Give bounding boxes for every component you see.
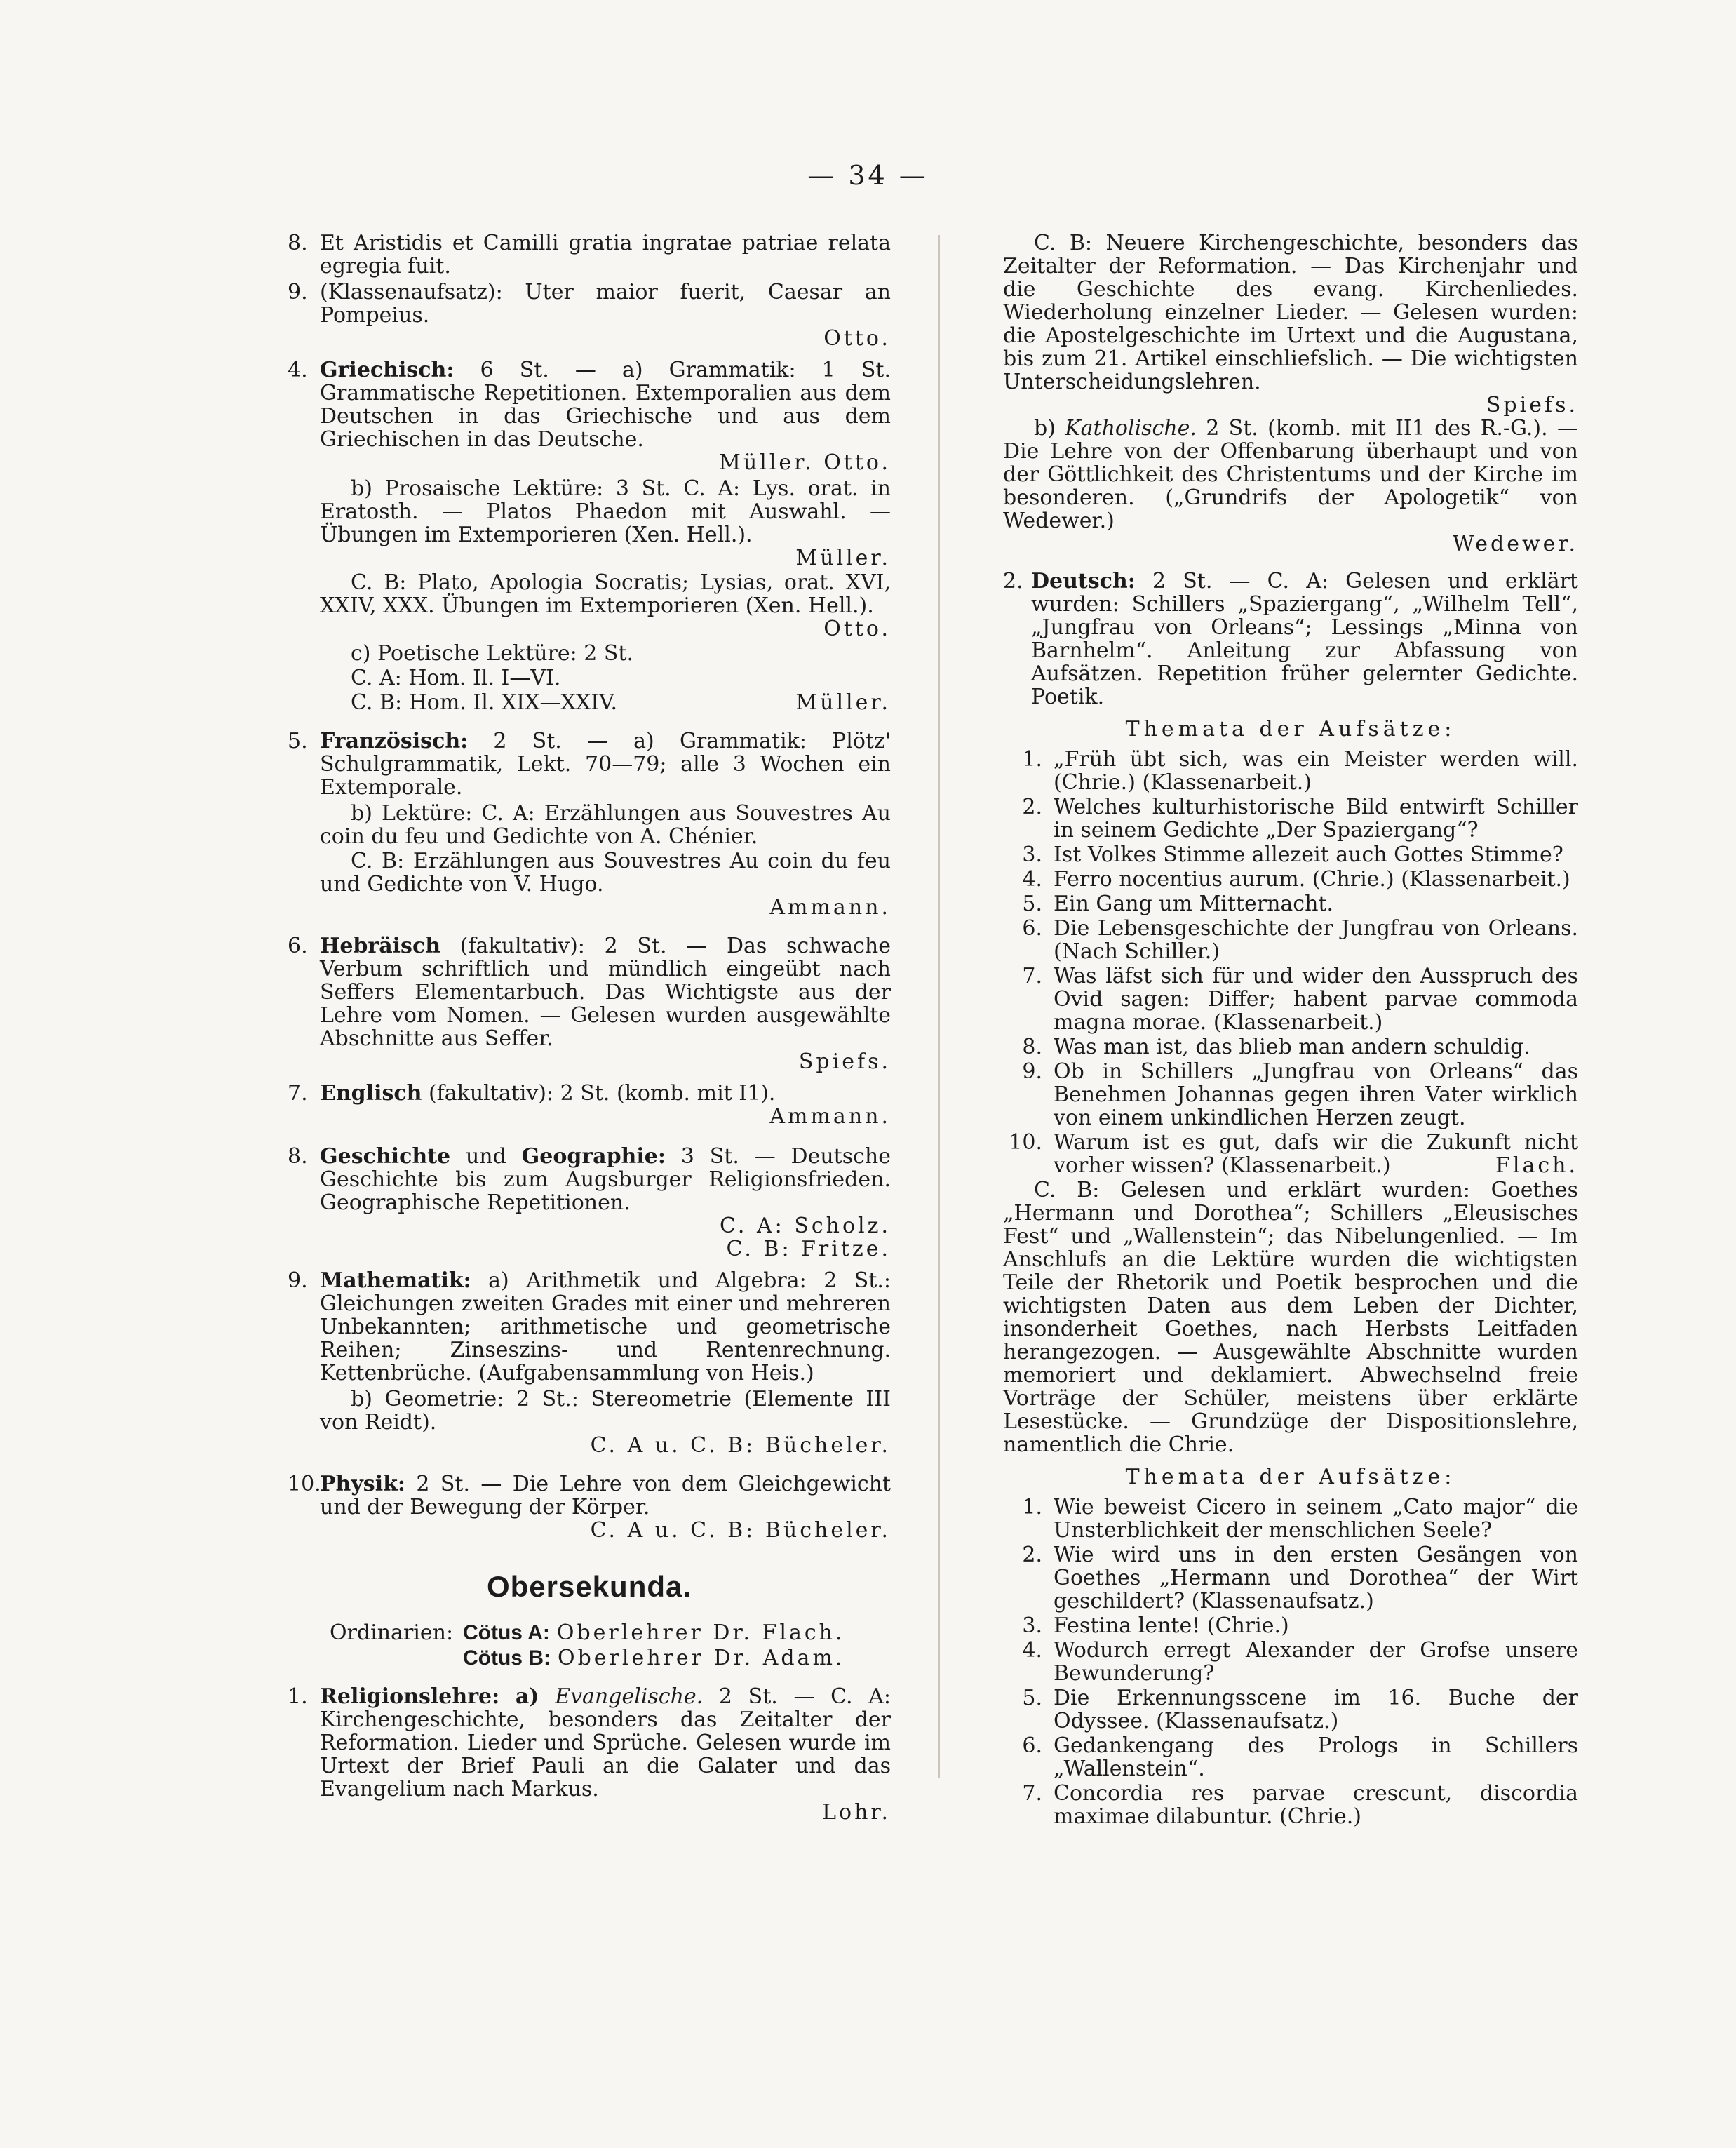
teacher-name: C. A u. C. B: Bücheler. [590,1518,891,1543]
subject-griechisch-b: b) Prosaische Lektüre: 3 St. C. A: Lys. orat. in Eratosth. — Platos Phaedon mit Auswahl. — Übungen im Extemporieren (Xen. Hell.). Müller. [320,476,891,570]
list-item: 9. (Klassenaufsatz): Uter maior fuerit, Caesar an Pompeius. Otto. [288,280,891,351]
subject-title: Physik: [320,1472,405,1496]
teacher-name: Otto. [823,617,891,641]
thema-item: 1. Wie beweist Cicero in seinem „Cato major“ die Unsterblichkeit der menschlichen Seele? [1022,1495,1578,1543]
thema-item: 1. „Früh übt sich, was ein Meister werden will. (Chrie.) (Klassenarbeit.) [1022,747,1578,795]
subject-text: 2 St. — C. A: Kirchengeschichte, besonders das Zeitalter der Reformation. Lieder und Sprüche. Gelesen wurde im Urtext der Brief Pauli an die Galater und das Evangelium nach Markus. [320,1684,891,1801]
subject-franzoesisch-b: b) Lektüre: C. A: Erzählungen aus Souvestres Au coin du feu und Gedichte von A. Chénier. [320,801,891,849]
thema-item: 4. Wodurch erregt Alexander der Grofse unsere Bewunderung? [1022,1638,1578,1686]
teacher-name: Müller. [795,690,891,715]
thema-item: 6. Die Lebensgeschichte der Jungfrau von Orleans. (Nach Schiller.) [1022,916,1578,964]
subject-title: Geschichte [320,1144,451,1169]
thema-item: 10. Warum ist es gut, dafs wir die Zukunft nicht vorher wissen? (Klassenarbeit.) Flach. [1009,1130,1578,1178]
teacher-name: Spiefs. [798,1049,891,1074]
subject-deutsch: 2. Deutsch: 2 St. — C. A: Gelesen und erklärt wurden: Schillers „Spaziergang“, „Wilhelm Tell“, „Jungfrau von Orleans“; Lessings „Minna von Barnhelm“. Anleitung zur Abfassung von Aufsätzen. Repetition früher gelernter Gedichte. Poetik. [1003,569,1578,709]
teacher-name: Lohr. [822,1800,891,1825]
religion-cb: C. B: Neuere Kirchengeschichte, besonders das Zeitalter der Reformation. — Das Kirchenjahr und die Geschichte des evang. Kirchenliedes. Wiederholung einzelner Lieder. — Gelesen wurden: die Apostelgeschichte im Urtext und die Augustana, bis zum 21. Artikel einschliefslich. — Die wichtigsten Unterscheidungslehren. Spiefs. [1003,231,1578,417]
teacher-name: Spiefs. [1486,393,1578,417]
subject-griechisch-cb2: C. B: Hom. Il. XIX—XXIV. Müller. [351,690,891,715]
ordinarien-label: Ordinarien: [330,1620,454,1645]
themata-heading: Themata der Aufsätze: [1125,717,1456,741]
list-item: 8. Et Aristidis et Camilli gratia ingratae patriae relata egregia fuit. [288,231,891,278]
right-column [1003,231,1578,1830]
subject-title: Religionslehre: [320,1684,500,1709]
subject-text: (fakultativ): 2 St. (komb. mit I1). [428,1081,776,1106]
teacher-name: Müller. [795,546,891,570]
subject-franzoesisch: 5. Französisch: 2 St. — a) Grammatik: Plötz' Schulgrammatik, Lekt. 70—79; alle 3 Wochen ein Extemporale. [288,729,891,800]
left-column [288,231,891,1827]
thema-item: 4. Ferro nocentius aurum. (Chrie.) (Klassenarbeit.) [1022,867,1570,892]
subject-title: Französisch: [320,729,469,753]
subject-title: Griechisch: [320,358,455,382]
subject-text: (fakultativ): 2 St. — Das schwache Verbum schriftlich und mündlich eingeübt nach Seffers Elementarbuch. Das Wichtigste aus der Lehre vom Nomen. — Gelesen wurden ausgewählte Abschnitte aus Seffer. [320,934,891,1051]
item-text: (Klassenaufsatz): Uter maior fuerit, Caesar an Pompeius. [320,280,891,328]
teacher-name: C. B: Fritze. [726,1237,891,1261]
subject-religion: 1. Religionslehre: a) Evangelische. 2 St. — C. A: Kirchengeschichte, besonders das Zeitalter der Reformation. Lieder und Sprüche. Gelesen wurde im Urtext der Brief Pauli an die Galater und das Evangelium nach Markus. Lohr. [288,1684,891,1825]
subject-hebraeisch: 6. Hebräisch (fakultativ): 2 St. — Das schwache Verbum schriftlich und mündlich eingeübt nach Seffers Elementarbuch. Das Wichtigste aus der Lehre vom Nomen. — Gelesen wurden ausgewählte Abschnitte aus Seffer. Spiefs. [288,934,891,1074]
subject-text: 6 St. — a) Grammatik: 1 St. Grammatische Repetitionen. Extemporalien aus dem Deutschen in das Griechische und aus dem Griechischen in das Deutsche. [320,358,891,452]
subject-physik: 10. Physik: 2 St. — Die Lehre von dem Gleichgewicht und der Bewegung der Körper. C. A u. C. B: Bücheler. [288,1472,891,1543]
teacher-name: Flach. [1495,1153,1578,1178]
teacher-name: Otto. [823,326,891,351]
subject-title: Englisch [320,1081,422,1106]
subject-text: 2 St. — a) Grammatik: Plötz' Schulgrammatik, Lekt. 70—79; alle 3 Wochen ein Extemporale. [320,729,891,800]
subject-griechisch: 4. Griechisch: 6 St. — a) Grammatik: 1 St. Grammatische Repetitionen. Extemporalien aus dem Deutschen in das Griechische und aus dem Griechischen in das Deutsche. Müller. Otto. [288,358,891,475]
section-title: Obersekunda. [486,1570,692,1603]
thema-item: 7. Concordia res parvae crescunt, discordia maximae dilabuntur. (Chrie.) [1022,1781,1578,1829]
subject-griechisch-ca: C. A: Hom. Il. I—VI. [351,666,561,690]
subject-englisch: 7. Englisch (fakultativ): 2 St. (komb. mit I1). Ammann. [288,1081,891,1129]
thema-item: 3. Ist Volkes Stimme allezeit auch Gottes Stimme? [1022,843,1563,867]
themata-list-b [1003,1496,1578,1828]
subject-title: Hebräisch [320,934,441,958]
themata-heading: Themata der Aufsätze: [1125,1465,1456,1489]
thema-item: 5. Die Erkennungsscene im 16. Buche der Odyssee. (Klassenaufsatz.) [1022,1686,1578,1733]
teacher-name: Ammann. [769,1104,891,1129]
thema-item: 2. Welches kulturhistorische Bild entwirft Schiller in seinem Gedichte „Der Spaziergang“? [1022,795,1578,843]
subject-text: 3 St. — Deutsche Geschichte bis zum Augsburger Religionsfrieden. Geographische Repetitionen. [320,1144,891,1215]
teacher-name: C. A: Scholz. [720,1214,891,1238]
subject-griechisch-cb: C. B: Plato, Apologia Socratis; Lysias, orat. XVI, XXIV, XXX. Übungen im Extemporieren (Xen. Hell.). Otto. [320,570,891,641]
subject-mathematik: 9. Mathematik: a) Arithmetik und Algebra: 2 St.: Gleichungen zweiten Grades mit einer und mehreren Unbekannten; arithmetische und geometrische Reihen; Zinseszins- und Rentenrechnung. Kettenbrüche. (Aufgabensammlung von Heis.) [288,1268,891,1385]
deutsch-cb: C. B: Gelesen und erklärt wurden: Goethes „Hermann und Dorothea“; Schillers „Eleusisches Fest“ und „Wallenstein“; das Nibelungenlied. — Im Anschlufs an die Lektüre wurden die wichtigsten Teile der Rhetorik und Poetik besprochen und die wichtigsten Daten aus dem Leben der Dichter, insonderheit Goethes, nach Herbsts Leitfaden herangezogen. — Ausgewählte Abschnitte wurden memoriert und deklamiert. Abwechselnd freie Vorträge der Schüler, meistens über erklärte Lesestücke. — Grundzüge der Dispositionslehre, namentlich die Chrie. [1003,1178,1578,1457]
subject-title: Geographie: [521,1144,666,1169]
thema-item: 9. Ob in Schillers „Jungfrau von Orleans“ das Benehmen Johannas gegen ihren Vater wirklich von einem unkindlichen Herzen zeugt. [1022,1059,1578,1130]
teacher-name: Müller. Otto. [719,450,891,475]
page-number: — 34 — [807,160,929,191]
subject-geschichte: 8. Geschichte und Geographie: 3 St. — Deutsche Geschichte bis zum Augsburger Religionsfrieden. Geographische Repetitionen. C. A: Scholz. C. B: Fritze. [288,1144,891,1261]
item-text: Et Aristidis et Camilli gratia ingratae patriae relata egregia fuit. [320,231,891,278]
religion-katholisch: b) Katholische. 2 St. (komb. mit II1 des R.-G.). — Die Lehre von der Offenbarung überhaupt und von der Göttlichkeit des Christentums und der Kirche im besonderen. („Grundrifs der Apologetik“ von Wedewer.) Wedewer. [1003,416,1578,556]
teacher-name: Ammann. [769,895,891,920]
subject-mathematik-b: b) Geometrie: 2 St.: Stereometrie (Elemente III von Reidt). C. A u. C. B: Bücheler. [320,1387,891,1458]
subject-text: a) Arithmetik und Algebra: 2 St.: Gleichungen zweiten Grades mit einer und mehreren Unbekannten; arithmetische und geometrische Reihen; Zinseszins- und Rentenrechnung. Kettenbrüche. (Aufgabensammlung von Heis.) [320,1268,891,1385]
thema-item: 6. Gedankengang des Prologs in Schillers „Wallenstein“. [1022,1733,1578,1781]
thema-item: 7. Was läfst sich für und wider den Ausspruch des Ovid sagen: Differ; habent parvae commoda magna morae. (Klassenarbeit.) [1022,964,1578,1035]
subject-franzoesisch-cb: C. B: Erzählungen aus Souvestres Au coin du feu und Gedichte von V. Hugo. Ammann. [320,849,891,920]
cotus-b-label: Cötus B: [463,1646,551,1670]
column-divider [938,235,940,1778]
subject-title: Mathematik: [320,1268,471,1293]
subject-griechisch-c: c) Poetische Lektüre: 2 St. [351,641,634,666]
ordinarien [288,1620,891,1671]
cotus-a-label: Cötus A: [463,1621,550,1644]
teacher-name: C. A u. C. B: Bücheler. [590,1433,891,1458]
themata-list-a [1003,748,1578,1177]
subject-title: Deutsch: [1031,569,1136,593]
thema-item: 3. Festina lente! (Chrie.) [1022,1613,1289,1638]
thema-item: 2. Wie wird uns in den ersten Gesängen von Goethes „Hermann und Dorothea“ der Wirt geschildert? (Klassenaufsatz.) [1022,1543,1578,1613]
subject-text: 2 St. — C. A: Gelesen und erklärt wurden: Schillers „Spaziergang“, „Wilhelm Tell“, „Jungfrau von Orleans“; Lessings „Minna von Barnhelm“. Anleitung zur Abfassung von Aufsätzen. Repetition früher gelernter Gedichte. Poetik. [1031,569,1578,709]
cotus-a-teacher: Oberlehrer Dr. Flach. [556,1620,845,1645]
teacher-name: Wedewer. [1452,532,1578,556]
cotus-b-teacher: Oberlehrer Dr. Adam. [557,1646,845,1670]
subject-text: 2 St. — Die Lehre von dem Gleichgewicht und der Bewegung der Körper. [320,1472,891,1519]
thema-item: 8. Was man ist, das blieb man andern schuldig. [1022,1035,1530,1059]
thema-item: 5. Ein Gang um Mitternacht. [1022,892,1334,916]
